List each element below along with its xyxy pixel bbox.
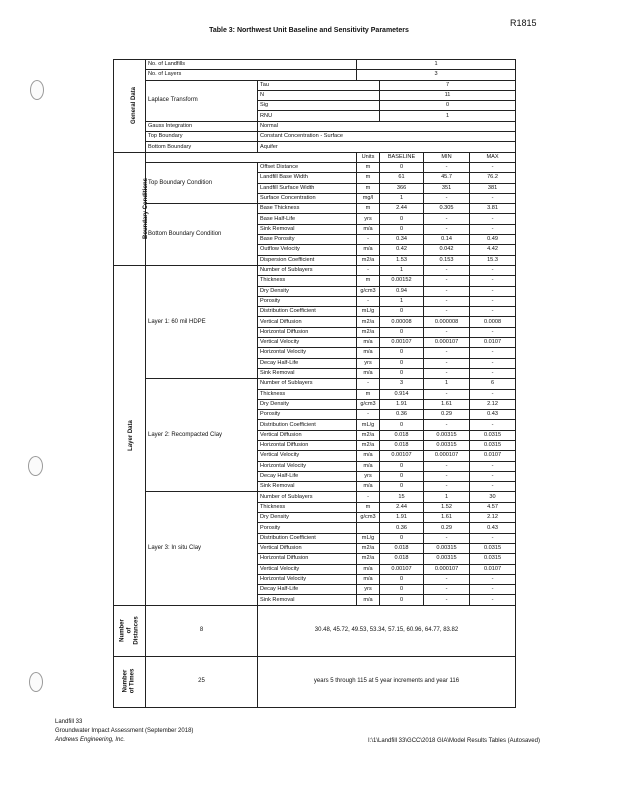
param-baseline: 0: [380, 307, 424, 317]
param-max: 4.57: [470, 502, 516, 512]
param-max: 3.81: [470, 204, 516, 214]
param-min: -: [424, 307, 470, 317]
param-name: Porosity: [258, 296, 357, 306]
param-name: Number of Sublayers: [258, 265, 357, 275]
param-baseline: 1.53: [380, 255, 424, 265]
section-layer-data: [114, 265, 146, 605]
section-label-line: Number: [119, 618, 126, 642]
param-max: 6: [470, 379, 516, 389]
param-units: m2/a: [357, 440, 380, 450]
param-min: 1: [424, 492, 470, 502]
param-min: 0.000107: [424, 338, 470, 348]
section-label-line: of: [126, 627, 133, 634]
param-max: -: [470, 358, 516, 368]
param-baseline: 0: [380, 327, 424, 337]
param-units: m2/a: [357, 543, 380, 553]
row-label: Bottom Boundary: [146, 142, 258, 152]
param-min: 1.61: [424, 513, 470, 523]
param-baseline: 0: [380, 471, 424, 481]
param-min: 1: [424, 379, 470, 389]
param-max: 0.0315: [470, 554, 516, 564]
param-min: 0.29: [424, 410, 470, 420]
param-min: 0.153: [424, 255, 470, 265]
footer-file-path: I:\1\Landfill 33\GCC\2018 GIA\Model Results Tables (Autosaved): [368, 738, 540, 744]
row-label: No. of Layers: [146, 70, 357, 80]
param-max: -: [470, 265, 516, 275]
param-min: 0.042: [424, 245, 470, 255]
section-boundary-conditions: [114, 152, 149, 265]
param-baseline: 0: [380, 162, 424, 172]
param-baseline: 0.42: [380, 245, 424, 255]
param-max: -: [470, 461, 516, 471]
param-name: Vertical Diffusion: [258, 543, 357, 553]
param-min: -: [424, 368, 470, 378]
param-name: Number of Sublayers: [258, 379, 357, 389]
row-label: Gauss Integration: [146, 121, 258, 131]
header-baseline: BASELINE: [380, 152, 424, 162]
page-id: R1815: [510, 18, 537, 28]
param-baseline: 0: [380, 214, 424, 224]
param-units: yrs: [357, 585, 380, 595]
table-row: [114, 70, 516, 80]
table-row: [114, 265, 516, 275]
table-row: [114, 162, 516, 172]
param-min: 0.000107: [424, 564, 470, 574]
param-min: 0.29: [424, 523, 470, 533]
param-baseline: 1: [380, 193, 424, 203]
param-units: g/cm3: [357, 513, 380, 523]
param-baseline: 0.00008: [380, 317, 424, 327]
header-max: MAX: [470, 152, 516, 162]
param-min: 1.61: [424, 399, 470, 409]
param-baseline: 0.018: [380, 554, 424, 564]
param-max: 2.12: [470, 513, 516, 523]
param-min: -: [424, 265, 470, 275]
param-value: 11: [380, 90, 516, 100]
param-min: -: [424, 461, 470, 471]
param-baseline: 0.94: [380, 286, 424, 296]
table-title: Table 3: Northwest Unit Baseline and Sensitivity Parameters: [209, 27, 409, 34]
param-name: Tau: [258, 80, 380, 90]
header-units: Units: [357, 152, 380, 162]
table-row: [114, 60, 516, 70]
param-max: -: [470, 224, 516, 234]
param-name: Dispersion Coefficient: [258, 255, 357, 265]
param-baseline: 366: [380, 183, 424, 193]
param-units: -: [357, 492, 380, 502]
param-units: m/a: [357, 245, 380, 255]
param-baseline: 0.34: [380, 235, 424, 245]
param-name: Distribution Coefficient: [258, 420, 357, 430]
param-units: -: [357, 410, 380, 420]
param-max: -: [470, 307, 516, 317]
param-baseline: 0.00107: [380, 338, 424, 348]
param-baseline: 0: [380, 585, 424, 595]
param-baseline: 1: [380, 296, 424, 306]
param-name: Dry Density: [258, 399, 357, 409]
param-max: -: [470, 296, 516, 306]
row-value: 1: [357, 60, 516, 70]
param-min: 0.000107: [424, 451, 470, 461]
param-min: 0.000008: [424, 317, 470, 327]
param-max: -: [470, 162, 516, 172]
group-label: Layer 2: Recompacted Clay: [146, 379, 258, 492]
param-name: Horizontal Velocity: [258, 461, 357, 471]
distances-count: 8: [146, 605, 258, 656]
param-min: 0.00315: [424, 440, 470, 450]
param-name: Surface Concentration: [258, 193, 357, 203]
param-units: m/a: [357, 224, 380, 234]
section-label: [123, 669, 137, 694]
section-label: [120, 616, 141, 644]
param-baseline: 0.018: [380, 543, 424, 553]
param-units: m2/a: [357, 554, 380, 564]
table-row: [114, 656, 516, 707]
param-max: -: [470, 276, 516, 286]
param-max: -: [470, 585, 516, 595]
group-label: Layer 1: 60 mil HDPE: [146, 265, 258, 378]
param-name: Outflow Velocity: [258, 245, 357, 255]
param-baseline: 0.00107: [380, 564, 424, 574]
param-units: m/a: [357, 348, 380, 358]
param-baseline: 0: [380, 461, 424, 471]
row-label: No. of Landfills: [146, 60, 357, 70]
section-label-line: Distances: [133, 616, 140, 645]
param-name: Number of Sublayers: [258, 492, 357, 502]
footer-company: Andrews Engineering, Inc.: [55, 737, 126, 743]
param-baseline: 0: [380, 420, 424, 430]
param-max: 381: [470, 183, 516, 193]
param-max: -: [470, 368, 516, 378]
param-units: m2/a: [357, 255, 380, 265]
param-name: Landfill Surface Width: [258, 183, 357, 193]
param-units: mg/l: [357, 193, 380, 203]
param-units: m: [357, 276, 380, 286]
table-row: [114, 152, 516, 162]
param-baseline: 1: [380, 265, 424, 275]
param-min: 0.00315: [424, 554, 470, 564]
param-units: m2/a: [357, 327, 380, 337]
param-name: RNU: [258, 111, 380, 121]
section-general-data: [114, 60, 146, 153]
param-units: [357, 523, 380, 533]
table-row: [114, 80, 516, 90]
punch-hole-middle: [28, 456, 43, 476]
param-baseline: 0.018: [380, 430, 424, 440]
group-label: Top Boundary Condition: [146, 162, 258, 203]
param-name: Porosity: [258, 523, 357, 533]
param-units: m/a: [357, 368, 380, 378]
param-name: Porosity: [258, 410, 357, 420]
param-units: m/a: [357, 595, 380, 605]
table-row: [114, 379, 516, 389]
param-name: Horizontal Velocity: [258, 348, 357, 358]
param-baseline: 0: [380, 533, 424, 543]
param-min: 1.52: [424, 502, 470, 512]
param-name: Vertical Velocity: [258, 451, 357, 461]
param-name: Base Thickness: [258, 204, 357, 214]
param-units: m/a: [357, 482, 380, 492]
param-max: 0.0315: [470, 543, 516, 553]
param-name: Horizontal Velocity: [258, 574, 357, 584]
param-units: m/a: [357, 338, 380, 348]
param-units: m/a: [357, 564, 380, 574]
param-baseline: 0.00107: [380, 451, 424, 461]
param-units: g/cm3: [357, 286, 380, 296]
section-label: Layer Data: [127, 419, 134, 451]
param-name: Horizontal Diffusion: [258, 554, 357, 564]
section-label-line: of Times: [129, 668, 136, 694]
param-baseline: 2.44: [380, 502, 424, 512]
param-name: Vertical Velocity: [258, 564, 357, 574]
param-units: m/a: [357, 451, 380, 461]
param-baseline: 0: [380, 348, 424, 358]
param-max: 0.43: [470, 523, 516, 533]
row-value: Constant Concentration - Surface: [258, 132, 516, 142]
table-row: [114, 492, 516, 502]
param-value: 1: [380, 111, 516, 121]
param-min: -: [424, 595, 470, 605]
param-units: m2/a: [357, 430, 380, 440]
header-spacer: [146, 152, 357, 162]
row-label: Top Boundary: [146, 132, 258, 142]
param-baseline: 0: [380, 574, 424, 584]
section-label: General Data: [131, 87, 138, 125]
param-name: Decay Half-Life: [258, 585, 357, 595]
param-units: m: [357, 173, 380, 183]
section-label-line: Number: [122, 669, 129, 693]
param-baseline: 0: [380, 595, 424, 605]
group-label: Layer 3: In situ Clay: [146, 492, 258, 605]
param-units: m: [357, 204, 380, 214]
param-min: -: [424, 348, 470, 358]
param-name: Distribution Coefficient: [258, 307, 357, 317]
row-value: Normal: [258, 121, 516, 131]
param-baseline: 0: [380, 482, 424, 492]
param-units: m2/a: [357, 317, 380, 327]
param-max: 0.0315: [470, 440, 516, 450]
param-baseline: 1.91: [380, 399, 424, 409]
param-baseline: 1.91: [380, 513, 424, 523]
param-max: -: [470, 482, 516, 492]
param-min: -: [424, 482, 470, 492]
param-baseline: 0.018: [380, 440, 424, 450]
param-name: Decay Half-Life: [258, 471, 357, 481]
param-min: -: [424, 533, 470, 543]
section-number-of-distances: [114, 605, 146, 656]
param-min: -: [424, 296, 470, 306]
param-min: 45.7: [424, 173, 470, 183]
param-min: 351: [424, 183, 470, 193]
footer-report: Groundwater Impact Assessment (September 2018): [55, 728, 194, 734]
param-units: -: [357, 296, 380, 306]
param-units: m: [357, 183, 380, 193]
param-max: 0.0107: [470, 564, 516, 574]
param-min: -: [424, 286, 470, 296]
param-name: N: [258, 90, 380, 100]
punch-hole-top: [30, 80, 44, 100]
param-max: 15.3: [470, 255, 516, 265]
param-name: Thickness: [258, 389, 357, 399]
param-min: -: [424, 327, 470, 337]
param-units: mL/g: [357, 533, 380, 543]
header-min: MIN: [424, 152, 470, 162]
param-max: 0.0008: [470, 317, 516, 327]
param-max: -: [470, 214, 516, 224]
param-name: Vertical Velocity: [258, 338, 357, 348]
param-baseline: 61: [380, 173, 424, 183]
param-baseline: 0.914: [380, 389, 424, 399]
param-baseline: 0: [380, 368, 424, 378]
param-min: 0.305: [424, 204, 470, 214]
param-name: Distribution Coefficient: [258, 533, 357, 543]
param-min: -: [424, 471, 470, 481]
param-name: Thickness: [258, 502, 357, 512]
param-baseline: 15: [380, 492, 424, 502]
param-max: -: [470, 327, 516, 337]
param-name: Sink Removal: [258, 224, 357, 234]
param-max: -: [470, 574, 516, 584]
param-name: Thickness: [258, 276, 357, 286]
param-min: -: [424, 574, 470, 584]
section-number-of-times: [114, 656, 146, 707]
table-row: [114, 204, 516, 214]
param-max: 0.0315: [470, 430, 516, 440]
param-name: Horizontal Diffusion: [258, 440, 357, 450]
times-count: 25: [146, 656, 258, 707]
row-value: Aquifer: [258, 142, 516, 152]
param-name: Decay Half-Life: [258, 358, 357, 368]
param-name: Dry Density: [258, 513, 357, 523]
table-row: [114, 132, 516, 142]
param-units: yrs: [357, 358, 380, 368]
param-name: Horizontal Diffusion: [258, 327, 357, 337]
footer-site: Landfill 33: [55, 719, 83, 725]
table-row: [114, 605, 516, 656]
param-baseline: 3: [380, 379, 424, 389]
param-name: Sink Removal: [258, 368, 357, 378]
param-units: yrs: [357, 214, 380, 224]
param-max: 0.0107: [470, 338, 516, 348]
punch-hole-bottom: [29, 672, 43, 692]
param-units: yrs: [357, 471, 380, 481]
param-max: 0.49: [470, 235, 516, 245]
param-units: mL/g: [357, 307, 380, 317]
group-label: Bottom Boundary Condition: [146, 204, 258, 266]
section-label: Boundary Conditions: [143, 178, 149, 240]
param-value: 7: [380, 80, 516, 90]
param-baseline: 0: [380, 224, 424, 234]
param-units: m: [357, 502, 380, 512]
param-baseline: 2.44: [380, 204, 424, 214]
param-min: -: [424, 585, 470, 595]
param-min: -: [424, 224, 470, 234]
param-units: mL/g: [357, 420, 380, 430]
param-units: m: [357, 162, 380, 172]
table-row: [114, 121, 516, 131]
param-min: -: [424, 193, 470, 203]
param-max: 30: [470, 492, 516, 502]
param-name: Dry Density: [258, 286, 357, 296]
param-baseline: 0: [380, 358, 424, 368]
param-max: -: [470, 389, 516, 399]
param-min: -: [424, 389, 470, 399]
param-max: 0.43: [470, 410, 516, 420]
param-units: m/a: [357, 461, 380, 471]
param-name: Sig: [258, 101, 380, 111]
param-baseline: 0.36: [380, 523, 424, 533]
param-min: -: [424, 276, 470, 286]
parameters-table: [113, 59, 516, 708]
param-max: -: [470, 193, 516, 203]
param-max: 2.12: [470, 399, 516, 409]
param-max: -: [470, 348, 516, 358]
table-row: [114, 142, 516, 152]
param-min: -: [424, 214, 470, 224]
param-max: 4.42: [470, 245, 516, 255]
param-max: -: [470, 533, 516, 543]
param-baseline: 0.36: [380, 410, 424, 420]
param-units: -: [357, 265, 380, 275]
param-units: -: [357, 379, 380, 389]
param-units: g/cm3: [357, 399, 380, 409]
param-name: Offset Distance: [258, 162, 357, 172]
param-name: Sink Removal: [258, 595, 357, 605]
param-name: Vertical Diffusion: [258, 317, 357, 327]
param-min: -: [424, 358, 470, 368]
laplace-label: Laplace Transform: [146, 80, 258, 121]
param-units: m/a: [357, 574, 380, 584]
param-max: 76.2: [470, 173, 516, 183]
param-min: 0.00315: [424, 430, 470, 440]
param-max: -: [470, 595, 516, 605]
param-max: -: [470, 471, 516, 481]
param-value: 0: [380, 101, 516, 111]
param-min: -: [424, 420, 470, 430]
param-max: -: [470, 286, 516, 296]
param-units: m: [357, 389, 380, 399]
param-min: 0.14: [424, 235, 470, 245]
param-name: Landfill Base Width: [258, 173, 357, 183]
param-min: -: [424, 162, 470, 172]
param-max: -: [470, 420, 516, 430]
distances-values: 30.48, 45.72, 49.53, 53.34, 57.15, 60.96, 64.77, 83.82: [258, 605, 516, 656]
param-name: Sink Removal: [258, 482, 357, 492]
param-max: 0.0107: [470, 451, 516, 461]
param-name: Base Half-Life: [258, 214, 357, 224]
param-units: -: [357, 235, 380, 245]
times-values: years 5 through 115 at 5 year increments and year 116: [258, 656, 516, 707]
param-name: Vertical Diffusion: [258, 430, 357, 440]
row-value: 3: [357, 70, 516, 80]
param-name: Base Porosity: [258, 235, 357, 245]
param-min: 0.00315: [424, 543, 470, 553]
param-baseline: 0.00152: [380, 276, 424, 286]
